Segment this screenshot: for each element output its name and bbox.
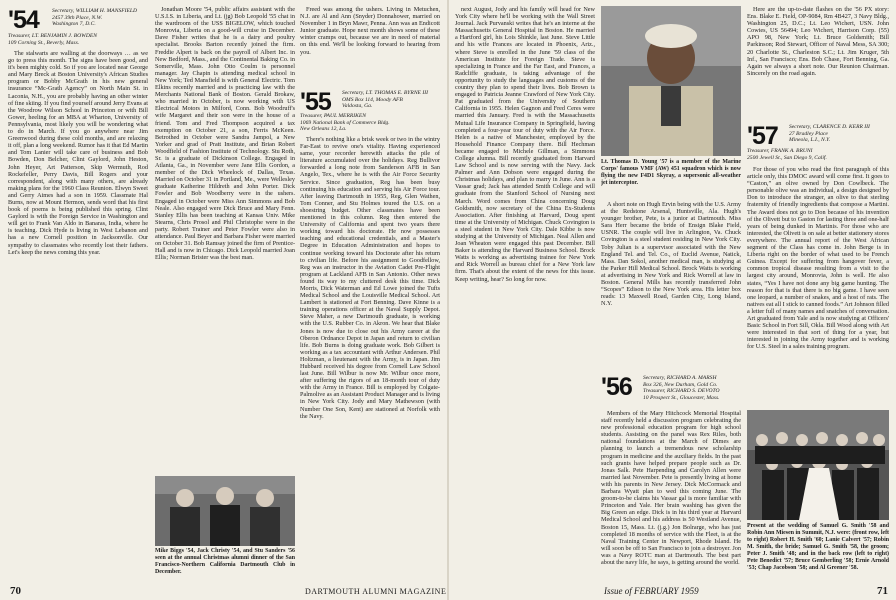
page-number: 70 <box>10 585 21 597</box>
alumni-dinner-photo <box>155 476 295 546</box>
class-notes-text: The stalwarts are walling at the doorways … as we go to press this month. The signs have been good, and it's been mighty cold. So if you are located near George and Mary Breck at Boston University's African Studies program or Bobby McGrath in his new general insurance “Mc-Grath Agency” on North Main St. in Laconia, N.H., you are probably having an other winter of fine skiing. If you find yourself around Jerry Evans at the Woodrow Wilson School in Princeton or with Bill Gower, heeling for an MBA at Wharton, University of Pennsylvania, most likely you will be wondering what to do in March. If you go anywhere near Jim Greenwood during these cold months, and are relaxing it off, plan a long weekend. Rumor has it that Ed Martin and Tom Lanier will take care of business and Bob Bowden, Don Belcher, Clint Gaylord, John Heston, John Heyer, Art Patterson, Skip Wermuth, Rod Rockefeller, Perry Davis, Bill Rogers and your correspondent, along with many others, are already making plans for the 1960 Class Reunion. Elwyn Sweet and Gerry Aimes had a son in 1959. Classmate Hal Burns, now at Mount Hermon, sends word that his first book of poems is being published this spring. Clint Gaylord is with the Foreign Service in Washington and will get to Frank Van Aldo in Banaras, India, where he is teaching. Dick Hyde is living in West Lebanon and has a new Cornell position in Jacksonville. Our sympathy to classmates who recently lost their fathers. Let's keep the news coming this year. <box>8 50 148 256</box>
class-notes-text: Jonathan Moore '54, public affairs assistant with the U.S.I.S. in Liberia, and Lt. (jg) Bob Leopold '55 chat in the wardroom of the USS BIGELOW, which touched Monrovia, Liberia on a good-will cruise in December. Dave Fisher writes that he is a dairy and poultry specialist. Brooks Barton recently joined the firm. Freddie Alpert is back on the payroll of Albert Inc. in New Bedford, Mass., and the Continental Baking Co. in Somerville, Mass. John Otto Coulm is personnel manager. Jay Chapin is attending medical school in New York; Ted Mansfield is with General Electric. Tom Elkins recently married and is practicing law with the Merchants National Bank of Boston. Gerald Brokaw, who married in October, is now working with US Electrical Motors in Milford, Conn. Bob Woodruff's wife Margaret and their son were in the house of a friend. Tom and Fred Thompson acquired a tax exemption on October 21, a son, Ferris McKeen. Betrothed in October were Sandra Jampol, a New Yorker and grad of Pratt Institute, and Brian Robert Woodfield of Fashion Institute of Technology. Stu Roth, Sr. is a graduate of Dickinson College. Engaged in Atlanta, Ga., in November were Jane Ellis Gordon, a member of the Dick Wheelock of Dallas, Texas. Married on October 31 in Portland, Me., were Wellesley graduate Katherine Hildreth and John Porter. Dick Fowler and Bob Woodberry were in the ushers. Engaged in October were Miss Ann Simmons and Bob Neale. Also engaged were Dick Bruce and Mary Fenn. Stanley Ellis has been teaching at Kansas Univ. Mike Stearns, Chris Prosol and Phil Christophe were in the party. Robert Trainer and Peter Fowler were also in attendance. Paul Beyer and Barbara Fisher were married on October 31. Bob Ramsay joined the firm of Prentice-Hall and is now in Chicago. Dick Leopold married Joan Ellis; Norman Brister was the best man. <box>155 6 295 262</box>
column-2 <box>155 6 295 581</box>
class-notes-text: next August, Jody and his family will head for New York City where he'll be working with the Wall Street Journal. Jack Purvanski writes that he's an interne at the Massachusetts General Hospital in Boston. He married a Hartford girl, his Lois Shinkle, last June. Steve Little and his wife Frances are located in Phoenix, Ariz., where Steve is enrolled in the June '59 class of the American Institute for Foreign Trade. Steve is specializing in France and the Far East, and Frances, a Radcliffe graduate, is taking advantage of the opportunity to study the languages and customs of the country they plan to spend their lives. Bob Brown is engaged to Patricia Jeanne Crawford of New York City. Pat graduated from the University of Southern California in 1955. Helen Gagnon and Fred Ceres were married this January. Fred is with the Massachusetts Mutual Life Insurance Company in Springfield, having completed a four-year tour of duty with the Air Force. Helen is a native of Manchester, employed by the Household Finance Company there. Bill Hechman became engaged to Michele Gillman, a Simmons College alumna. Bill recently graduated from Harvard Law School and is now serving with the Navy. Jack Palmer and Ann Dobson were engaged during the Christmas holidays, and plan to marry in June. Ann is a Vassar grad; Jack has attended Smith College and will graduate from the Stanford School of Nursing next March. Word comes from China concerning Doug Goldsmith, now secretary of the China Ex-Students Association. After finishing at Harvard, Doug spent time at the University of Michigan. Chuck Covington is a steel student in New York City. Dale Kibbe is now studying at the University of Michigan. Neal Allen and Joan Wheaton were engaged this past December. Bill Baker is attending the Harvard Business School. Brock Watts is working as advertising trainee for New York and Rick Worrell as bureau chief for a New York law firm. That's about the extent of the news for this issue. Keep writing, hear? So long for now. <box>455 6 595 283</box>
class-year: '54 <box>8 6 39 34</box>
class-treasurer: Treasurer, LT. BENJAMIN J. BOWDEN 109 Corning St., Beverly, Mass. <box>8 33 98 46</box>
class-notes-text: Members of the Mary Hitchcock Memorial Hospital staff recently held a discussion program celebrating the new professional education program for high school students. Assisting on the panel was Rex Riles, both national foundations at the March of Dimes are planning to launch a tremendous new scholarship program in medicine and the auxiliary fields. In the past such grants have helped prepare people such as Dr. Jonas Salk. Pete Harpending and Carolyn Allen were married last November. Pete is presently living at home with his parents in New Jersey. Dick McCormack and Barbara Wyatt plan to wed this coming June. The groom-to-be claims his Vassar gal is more familiar with Princeton and Yale. Her brain washing has given the Big Green an edge. Dick is in his third year at Harvard Medical School and his address is 50 Westland Avenue, Boston 15, Mass. Lt. (j.g.) Jon Bolrarge, who has just completed 18 months of service with the Fleet, is at the Naval Training Center in Newport, Rhode Island. He will soon be off to San Francisco to join a destroyer. Jon was a Navy ROTC man at Dartmouth. The best part about the navy life, he says, is getting around the world. <box>601 410 741 566</box>
class-officers: Secretary, LT. THOMAS E. BYRNE III OMS Box 114, Moody AFB Valdosta, Ga. <box>342 90 428 110</box>
class-1957-header <box>747 122 889 162</box>
class-notes-text: Here are the up-to-date flashes on the '56 PX story: Ens. Blake E. Field, OP-9084, Rm 4B427, 3 Navy Bldg., Washington 25, D.C.; Lt. Leo Wichert, USN. John Cowies, US 56494; Leo Wichert, Harrison Corp. (55) APO 98, New York; Lt. Bruce Goldsmith; Bill Parkinson; Rod Stewart, Officer of Naval Mess, SA 300; 20 Charlotte St., Charleston S.C.; Lt. Jim Kruger, 5th Inf., San Francisco; Ens. Bob Chase, Fort Benning, Ga. Again we always a short note. Our Reunion Chairman. Sincerely on the road again. <box>747 6 889 77</box>
marine-pilot-photo <box>601 6 741 156</box>
magazine-title: DARTMOUTH ALUMNI MAGAZINE <box>305 587 447 596</box>
wedding-party-photo <box>747 410 889 520</box>
class-year: '55 <box>300 88 331 116</box>
right-page <box>449 0 896 600</box>
class-1955-header <box>300 88 440 132</box>
column-5 <box>601 6 741 581</box>
class-officers: Secretary, CLARENCE D. KERR III 27 Bradley Place Mineola, L.I., N.Y. <box>789 124 870 144</box>
issue-date: Issue of FEBRUARY 1959 <box>604 586 699 596</box>
class-notes-text: For those of you who read the first paragraph of this article only, this DMOC award will come first. It goes to “Caston,” an olive owned by Don Cowlbeck. The personable olive was an individual, a design designed by Don to introduce the stranger, an olive to that sterling fraternity of friendly ingredients that compose a Martini. The Award does not go to Don because of his invention of the Olivett but to Gaston for lasting three and one-half years of being dunked in Martinis. For those who are interested, the Olivett is on sale at better stationery stores everywhere. The annual report of the West African segment of the Class has come in. John Berge is in Liberia right on the border of what used to be French Guinea. Except for suffering from hangover fever, a common tropical disease resulting from a visit to the largest city around, Monrovia, John is well. He also states, “Yes I have not done any big game hunting. The reason for that is that there is no big game. I have seen one leopard, a number of snakes, and a host of rats. The natives eat all I stick to canned foods.” Art Johnson filled a letter full of many names and snatches of conversation. Art graduated from Yale and is now studying at Officers' Basic School in Fort Sill, Okla. Bill Wood along with Art were interested in that sort of thing for a year, but interested in joining the Army together and is working for U.S. Steel in a sales training program. <box>747 166 889 351</box>
class-notes-text: There's nothing like a brisk week or two in the wintry Far-East to revive one's vitality. Having experienced same, your recorder herewith attacks the pile of literature accumulated over the holidays. Reg Bullivor forwarded a long note from Sanderson AFB in San Angelo, Tex., where he is with the Air Force Security Service. Since graduation, Reg has been busy continuing his education and serving his Air Force tour. After leaving Dartmouth in 1955, Reg, Glen Wathen, Tom Conner, and Stu Holmes toured the U.S. on a shoestring budget. Other classmates have been mentioned in this column. Reg then entered the University of California and spent two years there working toward his doctorate. He now possesses teaching and educational credentials, and a Master's Degree in Education Administration and hopes to continue working toward his Doctorate after his return to civilian life. Before his assignment to Goodfellow, Reg was an instructor in the Aviation Cadet Pre-Flight program at Lackland AFB in San Antonio. Other news found its way to my cluttered desk this time. Dick Morris, Dick Waterman and Ed Lowe joined the Tufts Medical School and the Louisville Medical School. Art Lambert is stationed at Fort Benning. Dave Kinne is a training operations officer at the Naval Supply Depot. Steve Maher, a new Dartmouth graduate, is working with the U.S. Rubber Co. in Akron. We hear that Blake Jones is now due to close out his Army career at the Oberon Ordnance Depot in Japan and return to civilian life. Bob Burns is doing graduate work. Bob Gilbert is working as a tax accountant with Arthur Andersen. Phil Holtzman, a lieutenant with the Army, is in Japan. Jim Hubbard received his degree from Cornell Law School last June. Bill Wilbur is now Mr. Wilbur once more, after suffering the rigors of an 18-month tour of duty with the Army in France. Bill is employed by Colgate-Palmolive as an Assistant Product Manager and is living in New York City. Jody and Mary Mathewson (with Number One Son, Kent) are stationed at Norfolk with the Navy. <box>300 136 440 420</box>
column-1 <box>8 6 148 581</box>
class-notes-text: A short note on Hugh Ervin being with the U.S. Army at the Redstone Arsenal, Huntsville, Ala. Hugh's younger brother, Pete, is a junior at Dartmouth. Miss Sara Herr became the bride of Ensign Blake Field, USNR. The couple will live in Arlington, Va. Chuck Covington is a steel student residing in New York City. Toby Julian is a supervisor associated with the New England Tel. and Tel. Co., of Euclid Avenue, Natick, Mass. Dan Sokol, another medical man, is studying at the Parker Hill Medical School. Brock Watts is working at advertising in New York and Rick Worrell at law in Boston. General Mills has recently transferred John “Scopes” Edison to the New York area. His letter box reads: 13 Maxwell Road, Garden City, Long Island, N.Y. <box>601 201 741 308</box>
photo-caption: Present at the wedding of Samuel G. Smith '58 and Robin Ann Miesen in Summit, N.J. were: (front row, left to right) Robert H. Smith '60; Lanie Calvert '57; Robin M. Smith, the bride; Samuel G. Smith '58, the groom; Peter J. Smith '48; and in the back row (left to right) Pete Benedict '57; Bruce Gemberling '58; Ernie Arnold '53; Chap Jacobson '58; and Al Greener '58. <box>747 523 889 571</box>
class-treasurer: Treasurer, FRANK A. BRUNI 2500 Jewell St., San Diego 9, Calif. <box>747 148 827 161</box>
class-notes-text: Freed was among the ushers. Living in Metuchen, N.J. are Al and Ann (Snyder) Donnahower, married on November 1 in Bryn Mawr, Penna. Ann was an Endicott Junior graduate. Hope next month shows some of these winter cramps out, because we are in need of material on this end. We'll be looking forward to hearing from you. <box>300 6 440 56</box>
column-3 <box>300 6 440 581</box>
class-1956-header <box>601 373 741 409</box>
photo-caption: Lt. Thomas D. Young '57 is a member of the Marine Corps' famous VMF (AW) 451 squadron which is now flying the new F4D1 Skyray, a supersonic all-weather jet interceptor. <box>601 159 741 186</box>
column-4 <box>455 6 595 581</box>
class-officers: Secretary, RICHARD A. MARSH Box 326, New Durham, Gold Co. Treasurer, RICHARD S. DEVOTO 10 Prospect St., Gloucester, Mass. <box>643 375 720 401</box>
class-year: '57 <box>747 122 778 150</box>
class-officers: Secretary, WILLIAM H. MANSFIELD 2457 39th Place, N.W. Washington 7, D.C. <box>52 8 138 28</box>
class-year: '56 <box>601 373 632 401</box>
column-6 <box>747 6 889 581</box>
page-number: 71 <box>877 585 888 597</box>
photo-caption: Mike Biggs '54, Jack Christy '54, and Stu Sanders '56 seen at the annual Christmas alumni dinner of the San Francisco-Northern California Dartmouth Club in December. <box>155 548 295 575</box>
class-treasurer: Treasurer, PAUL MERRIKEN 1069 National Bank of Commerce Bldg. New Orleans 12, La. <box>300 113 390 133</box>
left-page <box>0 0 447 600</box>
